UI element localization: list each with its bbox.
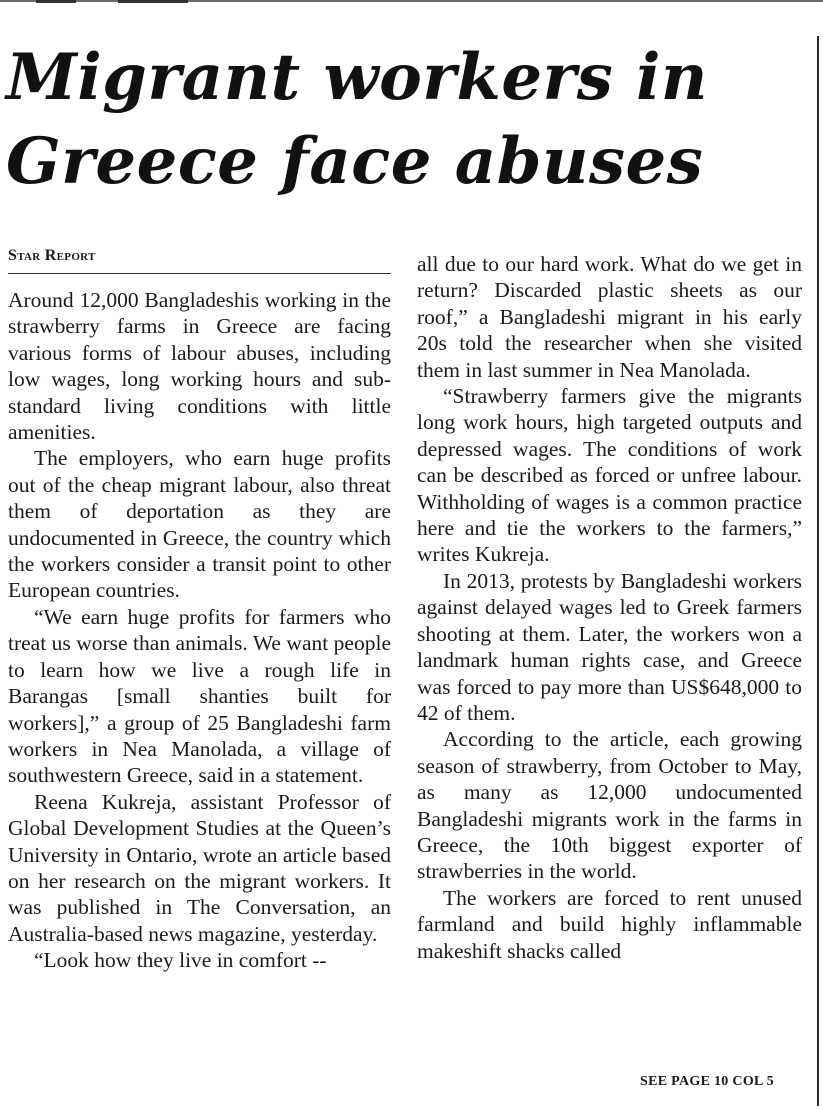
byline: Star Report bbox=[8, 246, 391, 274]
article-column-left bbox=[8, 246, 391, 974]
article-paragraph: “Strawberry farmers give the migrants long work hours, high targeted outputs and depressed wages. The conditions of work can be described as forced or unfree labour. Withholding of wages is a common practice here and tie the workers to the farmers,” writes Kukreja. bbox=[417, 384, 802, 567]
article-headline: Migrant workers in Greece face abuses bbox=[6, 40, 708, 199]
article-paragraph: all due to our hard work. What do we get in return? Discarded plastic sheets as our roof,” a Bangladeshi migrant in his early 20s told the researcher when she visited them in last summer in Nea Manolada. bbox=[417, 252, 802, 382]
top-border-rule bbox=[0, 0, 823, 2]
article-paragraph: Around 12,000 Bangladeshis working in the strawberry farms in Greece are facing various forms of labour abuses, including low wages, long working hours and sub-standard living conditions with little amenities. bbox=[8, 288, 391, 445]
right-column-rule bbox=[817, 36, 819, 1106]
article-paragraph: The workers are forced to rent unused farmland and build highly inflammable makeshift shacks called bbox=[417, 885, 802, 963]
top-rule-segment bbox=[36, 0, 76, 3]
top-rule-segment bbox=[118, 0, 188, 3]
article-paragraph: Reena Kukreja, assistant Professor of Global Development Studies at the Queen’s University in Ontario, wrote an article based on her research on the migrant workers. It was published in The Conversation, an Australia-based news magazine, yesterday. bbox=[8, 789, 391, 946]
article-paragraph: In 2013, protests by Bangladeshi workers against delayed wages led to Greek farmers shooting at them. Later, the workers won a landmark human rights case, and Greece was forced to pay more than US$648,000 to 42 of them. bbox=[417, 568, 802, 725]
article-paragraph: “Look how they live in comfort -- bbox=[34, 948, 327, 973]
article-paragraph: The employers, who earn huge profits out of the cheap migrant labour, also threat them of deportation as they are undocumented in Greece, the country which the workers consider a transit point to other European countries. bbox=[8, 446, 391, 603]
article-paragraph: According to the article, each growing season of strawberry, from October to May, as many as 12,000 undocumented Bangladeshi migrants work in the farms in Greece, the 10th biggest exporter of strawberries in the world. bbox=[417, 727, 802, 884]
continuation-note: SEE PAGE 10 COL 5 bbox=[640, 1074, 774, 1089]
article-paragraph: “We earn huge profits for farmers who treat us worse than animals. We want people to learn how we live a rough life in Barangas [small shanties built for workers],” a group of 25 Bangladeshi farm workers in Nea Manolada, a village of southwestern Greece, said in a statement. bbox=[8, 604, 391, 788]
article-column-right bbox=[417, 251, 802, 964]
